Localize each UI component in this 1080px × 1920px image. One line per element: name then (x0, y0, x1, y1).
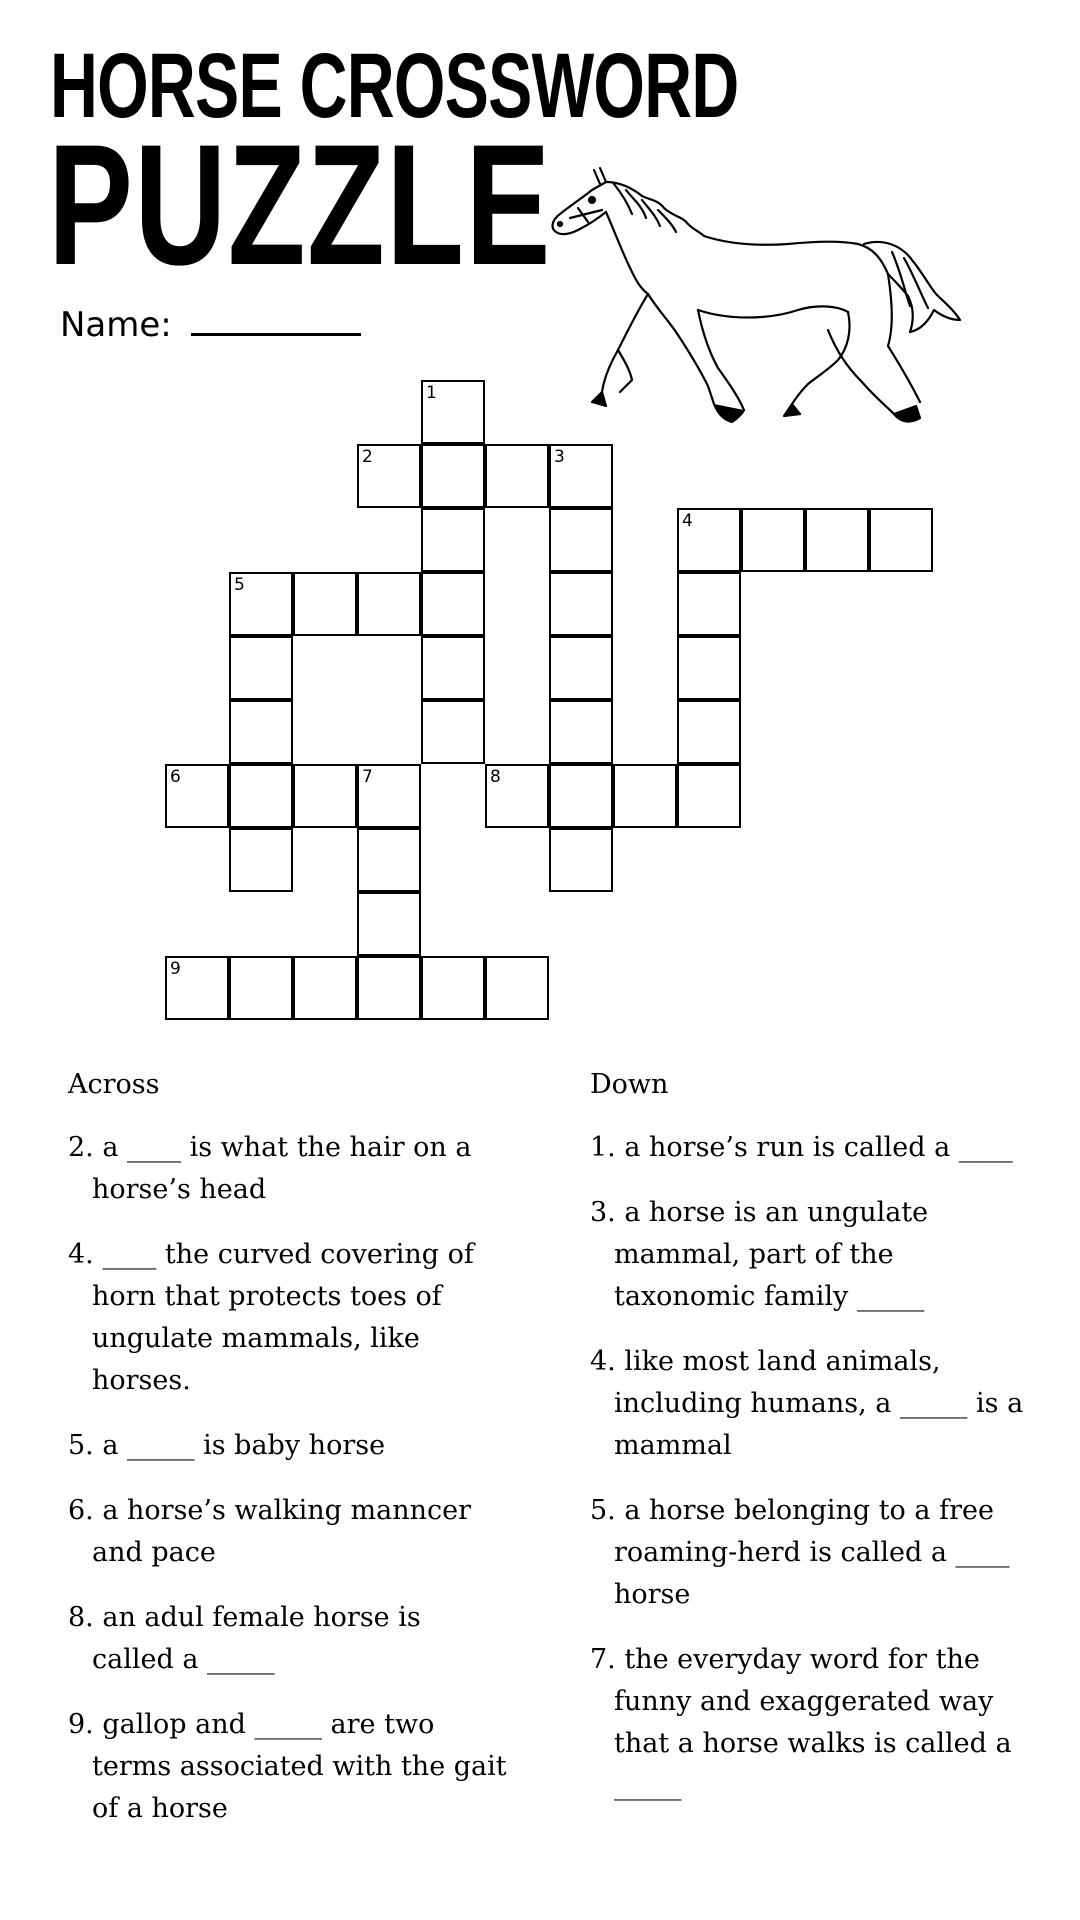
crossword-cell[interactable] (805, 508, 869, 572)
crossword-cell[interactable] (421, 508, 485, 572)
crossword-cell[interactable] (677, 572, 741, 636)
down-clue: 3. a horse is an ungulate mammal, part of the taxonomic family _____ (590, 1197, 929, 1312)
crossword-cell[interactable] (293, 956, 357, 1020)
across-clue: 8. an adul female horse is called a _____ (68, 1602, 421, 1675)
across-clue: 9. gallop and _____ are two terms associated with the gait of a horse (68, 1709, 507, 1824)
crossword-cell[interactable] (549, 636, 613, 700)
clue-number: 5 (234, 575, 245, 595)
title-line-2: PUZZLE (48, 109, 552, 301)
down-clues (590, 1065, 1040, 1830)
name-label: Name: (60, 305, 172, 345)
crossword-cell[interactable] (677, 508, 741, 572)
crossword-cell[interactable] (293, 764, 357, 828)
crossword-cell[interactable] (869, 508, 933, 572)
crossword-cell[interactable] (741, 508, 805, 572)
across-clue: 5. a _____ is baby horse (68, 1430, 386, 1461)
crossword-cell[interactable] (549, 764, 613, 828)
crossword-cell[interactable] (165, 956, 229, 1020)
crossword-cell[interactable] (485, 444, 549, 508)
crossword-cell[interactable] (165, 764, 229, 828)
crossword-cell[interactable] (677, 636, 741, 700)
crossword-cell[interactable] (421, 380, 485, 444)
crossword-cell[interactable] (613, 764, 677, 828)
crossword-cell[interactable] (485, 764, 549, 828)
crossword-cell[interactable] (229, 636, 293, 700)
crossword-cell[interactable] (677, 764, 741, 828)
clue-number: 2 (362, 447, 373, 467)
crossword-cell[interactable] (357, 956, 421, 1020)
clue-number: 6 (170, 767, 181, 787)
crossword-cell[interactable] (549, 700, 613, 764)
crossword-cell[interactable] (421, 956, 485, 1020)
clue-number: 8 (490, 767, 501, 787)
across-clue: 6. a horse’s walking manncer and pace (68, 1495, 472, 1568)
across-clues (68, 1065, 508, 1853)
down-clue: 4. like most land animals, including humans, a _____ is a mammal (590, 1346, 1024, 1461)
crossword-cell[interactable] (357, 828, 421, 892)
crossword-cell[interactable] (357, 444, 421, 508)
across-clue: 4. ____ the curved covering of horn that protects toes of ungulate mammals, like horses. (68, 1239, 474, 1396)
down-clue: 7. the everyday word for the funny and exaggerated way that a horse walks is called a _____ (590, 1644, 1012, 1801)
across-heading: Across (68, 1069, 160, 1100)
clue-number: 4 (682, 511, 693, 531)
across-clue: 2. a ____ is what the hair on a horse’s head (68, 1132, 472, 1205)
crossword-cell[interactable] (357, 572, 421, 636)
crossword-cell[interactable] (229, 572, 293, 636)
crossword-cell[interactable] (421, 572, 485, 636)
crossword-cell[interactable] (229, 828, 293, 892)
crossword-cell[interactable] (293, 572, 357, 636)
crossword-cell[interactable] (549, 572, 613, 636)
crossword-cell[interactable] (549, 828, 613, 892)
crossword-cell[interactable] (357, 892, 421, 956)
crossword-cell[interactable] (421, 700, 485, 764)
down-heading: Down (590, 1069, 669, 1100)
crossword-cell[interactable] (421, 444, 485, 508)
clue-number: 1 (426, 383, 437, 403)
clue-number: 9 (170, 959, 181, 979)
clue-number: 3 (554, 447, 565, 467)
crossword-cell[interactable] (549, 444, 613, 508)
crossword-cell[interactable] (229, 764, 293, 828)
crossword-cell[interactable] (485, 956, 549, 1020)
crossword-cell[interactable] (677, 700, 741, 764)
crossword-cell[interactable] (549, 508, 613, 572)
down-clue: 1. a horse’s run is called a ____ (590, 1132, 1013, 1163)
down-clue: 5. a horse belonging to a free roaming-herd is called a ____ horse (590, 1495, 1010, 1610)
title-line-1: HORSE CROSSWORD (50, 35, 739, 137)
clue-number: 7 (362, 767, 373, 787)
crossword-cell[interactable] (229, 700, 293, 764)
crossword-cell[interactable] (229, 956, 293, 1020)
crossword-cell[interactable] (357, 764, 421, 828)
crossword-cell[interactable] (421, 636, 485, 700)
